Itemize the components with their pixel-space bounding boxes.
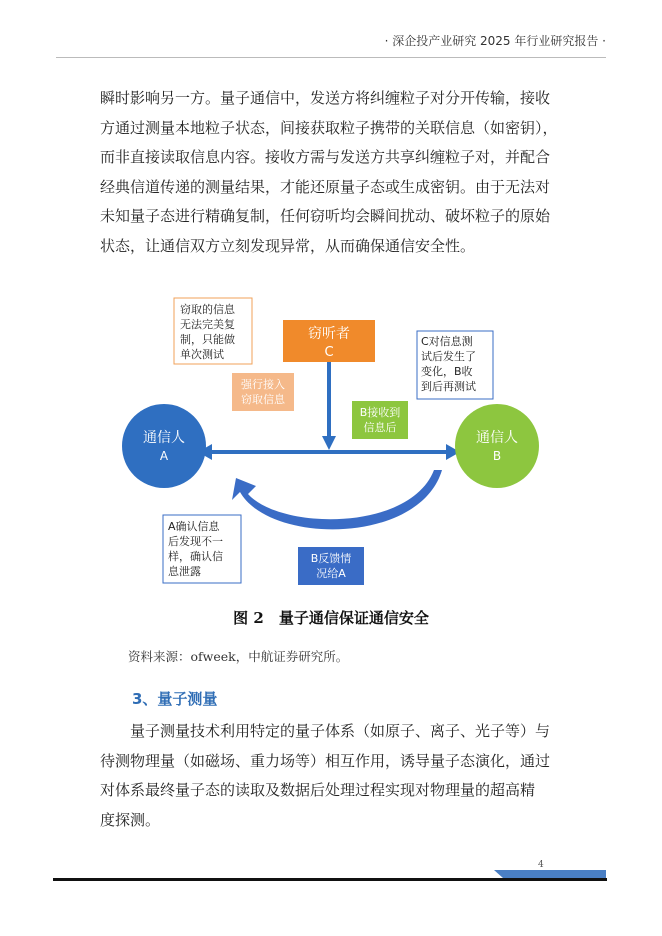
b-received-line: B接收到 [359, 406, 401, 419]
section-heading: 3、量子测量 [132, 690, 218, 708]
note-a-confirms [163, 515, 241, 583]
footer-divider [53, 878, 607, 881]
note-line: 样，确认信 [168, 550, 223, 563]
note-c-tested [417, 331, 493, 399]
person-a-title: 通信人 [143, 430, 185, 446]
note-line: 单次测试 [180, 348, 224, 361]
note-line: C对信息测 [421, 335, 473, 348]
note-stolen-info [174, 298, 252, 364]
figure-caption: 图 2 量子通信保证通信安全 [233, 609, 429, 627]
note-line: 试后发生了 [421, 350, 476, 363]
eavesdropper-title: 窃听者 [308, 326, 350, 342]
person-b-title: 通信人 [476, 430, 518, 446]
b-received-line: 信息后 [363, 421, 397, 434]
note-line: 变化，B收 [421, 365, 473, 378]
paragraph-line: 瞬时影响另一方。量子通信中，发送方将纠缠粒子对分开传输，接收 [100, 89, 551, 107]
note-line: A确认信息 [168, 520, 220, 533]
b-received-box [352, 401, 408, 439]
person-a-circle [122, 404, 206, 488]
person-b-circle [455, 404, 539, 488]
paragraph-line: 度探测。 [100, 810, 161, 829]
eavesdropper-letter: C [324, 345, 334, 360]
b-feedback-line: B反馈情 [310, 552, 352, 565]
page-number: 4 [538, 860, 544, 870]
footer-accent-tab [494, 870, 606, 878]
note-line: 后发现不一 [168, 535, 223, 548]
paragraph-line: 而非直接读取信息内容。接收方需与发送方共享纠缠粒子对，并配合 [100, 148, 551, 167]
paragraph-line: 方通过测量本地粒子状态，间接获取粒子携带的关联信息（如密钥）， [100, 118, 558, 137]
figure-source: 资料来源：ofweek，中航证券研究所。 [128, 649, 349, 664]
force-access-line: 窃取信息 [241, 393, 285, 406]
note-line: 到后再测试 [421, 380, 476, 393]
paragraph-line: 未知量子态进行精确复制，任何窃听均会瞬间扰动、破坏粒子的原始 [100, 207, 551, 226]
force-access-box [232, 373, 294, 411]
note-line: 无法完美复 [180, 318, 235, 331]
note-line: 制，只能做 [180, 333, 235, 346]
person-a-letter: A [159, 449, 169, 463]
paragraph-line: 对体系最终量子态的读取及数据后处理过程实现对物理量的超高精 [100, 781, 536, 800]
force-access-line: 强行接入 [241, 378, 285, 391]
paragraph-line: 待测物理量（如磁场、重力场等）相互作用，诱导量子态演化，通过 [100, 751, 551, 770]
feedback-curve-arrow [232, 470, 442, 529]
paragraph-line: 经典信道传递的测量结果，才能还原量子态或生成密钥。由于无法对 [100, 177, 551, 196]
eavesdropper-box [283, 320, 375, 362]
header-divider [56, 57, 606, 58]
paragraph-line: 量子测量技术利用特定的量子体系（如原子、离子、光子等）与 [130, 722, 551, 740]
b-feedback-box [298, 547, 364, 585]
note-line: 窃取的信息 [180, 303, 235, 316]
note-line: 息泄露 [168, 565, 201, 578]
paragraph-line: 状态，让通信双方立刻发现异常，从而确保通信安全性。 [100, 236, 476, 255]
paragraph-quantum-measurement [100, 717, 566, 835]
b-feedback-line: 况给A [316, 567, 346, 580]
eavesdrop-arrow-head [322, 436, 336, 450]
paragraph-quantum-communication [100, 84, 566, 262]
report-header: · 深企投产业研究 2025 年行业研究报告 · [384, 34, 606, 48]
person-b-letter: B [492, 449, 502, 463]
